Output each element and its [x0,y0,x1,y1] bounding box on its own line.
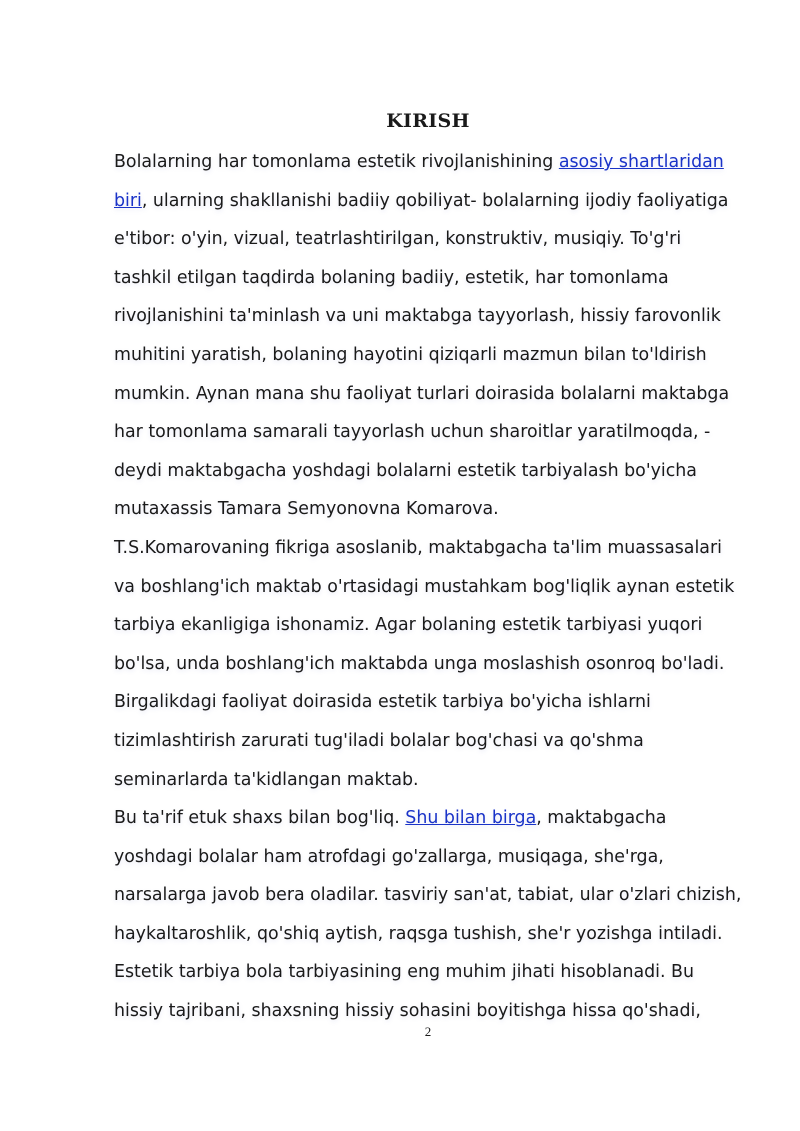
paragraph-1 [114,143,754,529]
text-line: narsalarga javob bera oladilar. tasviriy san'at, tabiat, ular o'zlari chizish, [114,885,742,906]
page-number: 2 [424,1024,432,1039]
text-line: mutaxassis Tamara Semyonovna Komarova. [114,499,499,520]
text-line: tarbiya ekanligiga ishonamiz. Agar bolaning estetik tarbiyasi yuqori [114,615,703,636]
link-asosiy-shartlaridan[interactable]: asosiy shartlaridan [558,152,724,172]
page-title: KIRISH [386,110,470,132]
text-run: Bu ta'rif etuk shaxs bilan bog'liq. [114,808,406,829]
text-line: seminarlarda ta'kidlangan maktab. [114,769,419,790]
text-line: deydi maktabgacha yoshdagi bolalarni estetik tarbiyalash bo'yicha [114,460,697,481]
link-biri[interactable]: biri [114,190,142,211]
text-line [114,799,754,838]
text-line: yoshdagi bolalar ham atrofdagi go'zallarga, musiqaga, she'rga, [114,846,664,867]
text-line: mumkin. Aynan mana shu faoliyat turlari doirasida bolalarni maktabga [114,383,730,404]
text-line: Birgalikdagi faoliyat doirasida estetik tarbiya bo'yicha ishlarni [114,692,651,713]
text-line: haykaltaroshlik, qo'shiq aytish, raqsga tushish, she'r yozishga intiladi. [114,923,723,944]
paragraph-2 [114,529,754,799]
text-line: muhitini yaratish, bolaning hayotini qiziqarli mazmun bilan to'ldirish [114,344,707,365]
text-line [114,143,754,182]
text-line: Estetik tarbiya bola tarbiyasining eng muhim jihati hisoblanadi. Bu [114,962,694,983]
text-line: bo'lsa, unda boshlang'ich maktabda unga moslashish osonroq bo'ladi. [114,653,725,674]
text-line: va boshlang'ich maktab o'rtasidagi mustahkam bog'liqlik aynan estetik [114,576,735,597]
paragraph-3 [114,799,754,1031]
link-shu-bilan-birga[interactable]: Shu bilan birga [405,808,537,829]
text-run: , maktabgacha [536,808,667,829]
text-run: , ularning shakllanishi badiiy qobiliyat- bolalarning ijodiy faoliyatiga [141,190,729,211]
text-line: tizimlashtirish zarurati tug'iladi bolalar bog'chasi va qo'shma [114,730,644,751]
text-line: e'tibor: o'yin, vizual, teatrlashtirilgan, konstruktiv, musiqiy. To'g'ri [114,229,682,250]
text-line: hissiy tajribani, shaxsning hissiy sohasini boyitishga hissa qo'shadi, [114,1001,701,1022]
body-text [114,143,754,1031]
text-run: Bolalarning har tomonlama estetik rivojlanishining [114,152,559,172]
text-line: tashkil etilgan taqdirda bolaning badiiy, estetik, har tomonlama [114,267,669,288]
text-line: har tomonlama samarali tayyorlash uchun sharoitlar yaratilmoqda, - [114,422,711,443]
text-line [114,182,754,221]
text-line: T.S.Komarovaning fikriga asoslanib, maktabgacha ta'lim muassasalari [114,537,722,558]
text-line: rivojlanishini ta'minlash va uni maktabga tayyorlash, hissiy farovonlik [114,306,721,327]
